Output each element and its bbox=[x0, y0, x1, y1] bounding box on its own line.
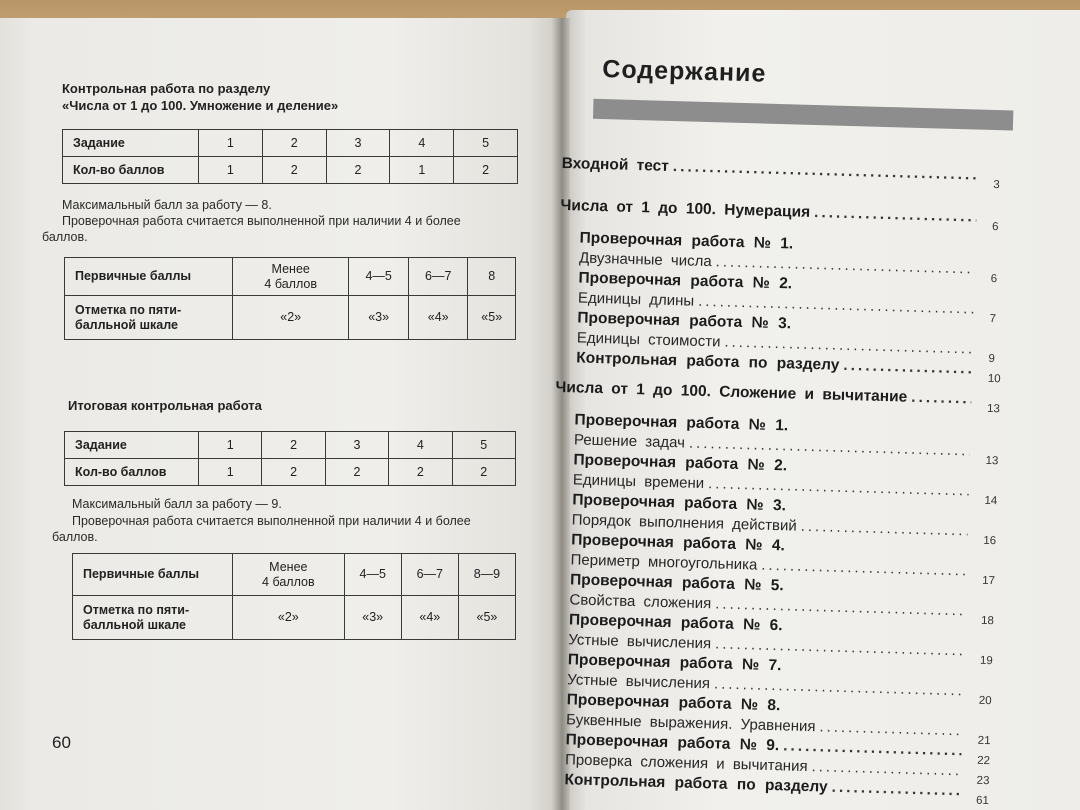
section2-grade-table bbox=[72, 553, 516, 640]
toc-page-number: 20 bbox=[978, 694, 992, 708]
toc-page-number: 16 bbox=[983, 534, 997, 548]
toc-page-number: 13 bbox=[986, 402, 1000, 416]
toc-entry-text: Числа от 1 до 100. Нумерация bbox=[560, 196, 811, 221]
primary-points-label: Первичные баллы bbox=[73, 554, 233, 596]
table-cell: 2 bbox=[262, 157, 326, 184]
page-number: 60 bbox=[52, 733, 71, 752]
toc-entry-text: Проверочная работа № 2. bbox=[573, 451, 788, 475]
table-cell: 1 bbox=[199, 130, 263, 157]
table-cell: 8 bbox=[468, 258, 516, 296]
toc-entry-text: Единицы стоимости bbox=[576, 329, 721, 351]
toc-entry-text: Проверочная работа № 5. bbox=[569, 571, 784, 595]
section2-score-table bbox=[64, 431, 516, 486]
section1-grade-table bbox=[64, 257, 516, 340]
toc-page-number: 61 bbox=[975, 794, 990, 808]
toc-leader-dots bbox=[911, 389, 971, 409]
table-cell: «3» bbox=[349, 296, 409, 340]
toc-entry-text: Контрольная работа по разделу bbox=[576, 349, 840, 374]
toc-entry-text: Свойства сложения bbox=[569, 591, 712, 613]
points-label: Кол-во баллов bbox=[63, 157, 199, 184]
grade-scale-label: Отметка по пяти- балльной шкале bbox=[73, 596, 233, 640]
section2-heading: Итоговая контрольная работа bbox=[68, 398, 262, 413]
toc-entry-text: Проверочная работа № 8. bbox=[566, 691, 781, 715]
toc-leader-dots bbox=[783, 737, 962, 760]
table-cell: 1 bbox=[390, 157, 454, 184]
table-cell: Менее 4 баллов bbox=[233, 258, 349, 296]
toc-entry-text: Буквенные выражения. Уравнения bbox=[565, 711, 816, 736]
toc-entry-text: Периметр многоугольника bbox=[570, 551, 758, 574]
table-cell: 1 bbox=[199, 432, 262, 459]
toc-entry-text: Проверочная работа № 2. bbox=[578, 269, 793, 293]
toc-page-number: 7 bbox=[989, 312, 997, 326]
toc-page-number: 6 bbox=[991, 220, 999, 234]
toc-page-number: 22 bbox=[977, 754, 991, 768]
table-row bbox=[65, 296, 516, 340]
toc-entry-text: Числа от 1 до 100. Сложение и вычитание bbox=[555, 378, 908, 406]
toc-entry-text: Проверочная работа № 1. bbox=[579, 229, 794, 253]
toc-entry-text: Решение задач bbox=[573, 431, 686, 452]
toc-entry-text: Порядок выполнения действий bbox=[571, 511, 797, 535]
right-page-content bbox=[544, 10, 1080, 810]
table-cell: 1 bbox=[199, 459, 262, 486]
toc-page-number: 3 bbox=[993, 179, 1000, 192]
toc-section bbox=[560, 197, 980, 227]
table-cell: «5» bbox=[458, 596, 515, 640]
section1-score-table bbox=[62, 129, 518, 184]
toc-entry-text: Контрольная работа по разделу bbox=[564, 771, 828, 796]
toc-page-number: 10 bbox=[987, 372, 1001, 386]
toc-leader-dots bbox=[819, 718, 962, 739]
table-cell: 8—9 bbox=[458, 554, 515, 596]
table-cell: 5 bbox=[454, 130, 518, 157]
toc-entry-text: Проверочная работа № 9. bbox=[565, 731, 780, 755]
toc-section bbox=[561, 155, 981, 185]
table-cell: Менее 4 баллов bbox=[233, 554, 345, 596]
table-cell: 2 bbox=[325, 459, 388, 486]
section2-pass-text: Проверочная работа считается выполненной при наличии 4 и более баллов. bbox=[52, 514, 471, 544]
toc-page-number: 21 bbox=[977, 734, 991, 748]
toc-page-number: 6 bbox=[990, 272, 998, 286]
task-label: Задание bbox=[65, 432, 199, 459]
table-row bbox=[63, 157, 518, 184]
section1-max-text: Максимальный балл за работу — 8. bbox=[62, 198, 272, 212]
toc-entry-text: Устные вычисления bbox=[568, 631, 712, 653]
section1-heading: Контрольная работа по разделу «Числа от 1 до 100. Умножение и деление» bbox=[62, 81, 339, 113]
toc-entry-text: Проверочная работа № 3. bbox=[577, 309, 792, 333]
table-cell: 6—7 bbox=[408, 258, 468, 296]
title-underline-bar bbox=[593, 99, 1013, 131]
table-cell: 4 bbox=[390, 130, 454, 157]
page-title: Содержание bbox=[601, 55, 767, 88]
task-label: Задание bbox=[63, 130, 199, 157]
table-cell: «2» bbox=[233, 296, 349, 340]
table-cell: 2 bbox=[262, 130, 326, 157]
toc-entry-text: Проверка сложения и вычитания bbox=[564, 751, 808, 776]
toc-entry-text: Двузначные числа bbox=[578, 249, 712, 271]
table-row bbox=[73, 554, 516, 596]
table-cell: 2 bbox=[326, 157, 390, 184]
table-cell: «4» bbox=[401, 596, 458, 640]
table-cell: 2 bbox=[452, 459, 515, 486]
toc-entry-text: Проверочная работа № 3. bbox=[572, 491, 787, 515]
table-cell: 4 bbox=[389, 432, 452, 459]
table-cell: 5 bbox=[452, 432, 515, 459]
toc-page-number: 17 bbox=[982, 574, 996, 588]
table-cell: 4—5 bbox=[344, 554, 401, 596]
toc-leader-dots bbox=[843, 357, 972, 379]
table-cell: 3 bbox=[325, 432, 388, 459]
toc-page-number: 14 bbox=[984, 494, 998, 508]
grade-scale-label: Отметка по пяти- балльной шкале bbox=[65, 296, 233, 340]
table-cell: 2 bbox=[454, 157, 518, 184]
toc-entry-text: Устные вычисления bbox=[567, 671, 711, 693]
toc-page-number: 23 bbox=[976, 774, 990, 788]
toc-entry-text: Проверочная работа № 4. bbox=[570, 531, 786, 555]
toc-entry-text: Единицы длины bbox=[577, 289, 695, 310]
toc-page-number: 13 bbox=[985, 454, 999, 468]
table-row bbox=[73, 596, 516, 640]
table-cell: «4» bbox=[408, 296, 468, 340]
toc-page-number: 19 bbox=[979, 654, 993, 668]
section1-pass-text: Проверочная работа считается выполненной при наличии 4 и более баллов. bbox=[42, 214, 461, 244]
toc-page-number: 9 bbox=[988, 352, 995, 366]
table-row bbox=[65, 432, 516, 459]
toc-entry-text: Входной тест bbox=[561, 154, 670, 175]
table-cell: «2» bbox=[233, 596, 345, 640]
toc-entry-text: Проверочная работа № 1. bbox=[574, 411, 789, 435]
toc-leader-dots bbox=[831, 779, 960, 801]
table-cell: 2 bbox=[262, 459, 325, 486]
section2-max-text: Максимальный балл за работу — 9. bbox=[72, 497, 282, 511]
table-cell: 2 bbox=[262, 432, 325, 459]
primary-points-label: Первичные баллы bbox=[65, 258, 233, 296]
table-cell: 2 bbox=[389, 459, 452, 486]
table-cell: 6—7 bbox=[401, 554, 458, 596]
table-row bbox=[63, 130, 518, 157]
table-cell: «3» bbox=[344, 596, 401, 640]
table-row bbox=[65, 459, 516, 486]
table-cell: «5» bbox=[468, 296, 516, 340]
toc-page-number: 18 bbox=[980, 614, 995, 628]
toc-entry-text: Единицы времени bbox=[572, 471, 705, 493]
toc-leader-dots bbox=[761, 557, 967, 580]
table-cell: 4—5 bbox=[349, 258, 409, 296]
points-label: Кол-во баллов bbox=[65, 459, 199, 486]
table-cell: 3 bbox=[326, 130, 390, 157]
toc-entry-text: Проверочная работа № 6. bbox=[568, 611, 783, 635]
toc-leader-dots bbox=[811, 758, 961, 779]
toc-leader-dots bbox=[800, 518, 967, 540]
toc-leader-dots bbox=[814, 204, 977, 227]
toc-section bbox=[555, 379, 975, 409]
toc-leader-dots bbox=[673, 158, 978, 185]
toc-entry-text: Проверочная работа № 7. bbox=[567, 651, 782, 675]
table-row bbox=[65, 258, 516, 296]
table-cell: 1 bbox=[199, 157, 263, 184]
